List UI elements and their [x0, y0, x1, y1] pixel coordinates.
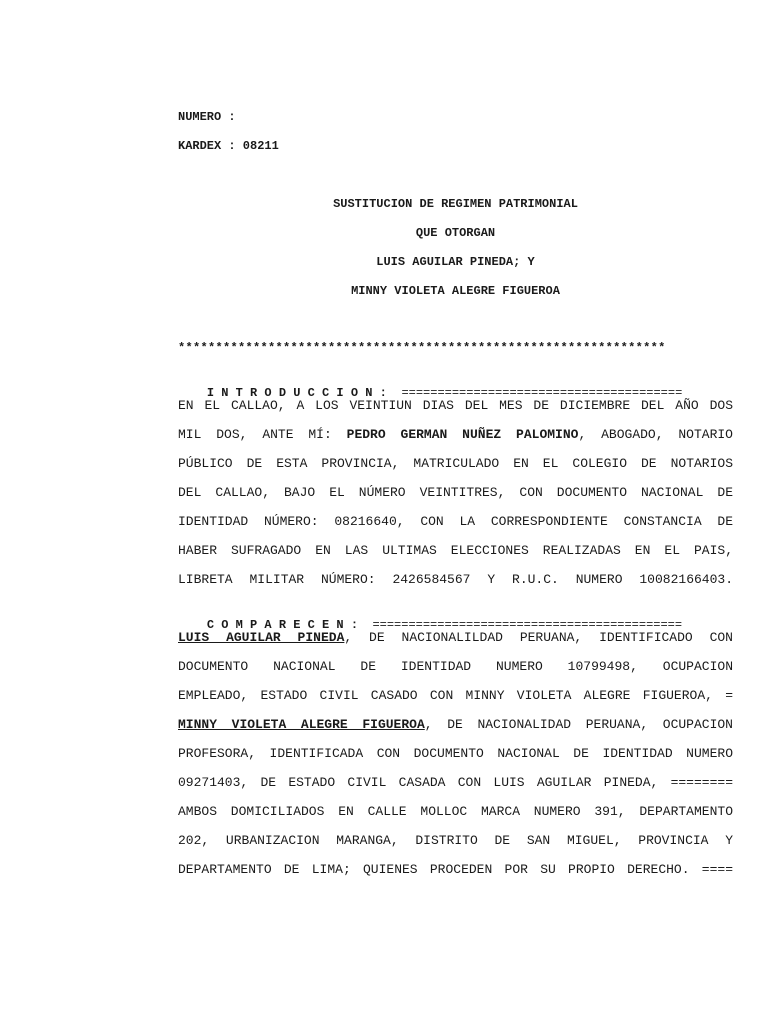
comparecen-fill: =========================================== — [372, 618, 683, 632]
introduccion-fill: ======================================= — [401, 386, 683, 400]
intro-line-3: PÚBLICO DE ESTA PROVINCIA, MATRICULADO EN EL COLEGIO DE NOTARIOS — [178, 456, 733, 471]
party2-line — [178, 717, 733, 733]
party2-name: MINNY VIOLETA ALEGRE FIGUEROA — [178, 717, 425, 732]
party2-rest: , DE NACIONALIDAD PERUANA, OCUPACION — [424, 717, 733, 732]
comparecen-line-8: 202, URBANIZACION MARANGA, DISTRITO DE SAN MIGUEL, PROVINCIA Y — [178, 833, 733, 848]
comparecen-line-7: AMBOS DOMICILIADOS EN CALLE MOLLOC MARCA NUMERO 391, DEPARTAMENTO — [178, 804, 733, 819]
comparecen-line-5: PROFESORA, IDENTIFICADA CON DOCUMENTO NACIONAL DE IDENTIDAD NUMERO — [178, 746, 733, 761]
comparecen-line-2: DOCUMENTO NACIONAL DE IDENTIDAD NUMERO 10799498, OCUPACION — [178, 659, 733, 674]
asterisk-separator: ***************************************************************** — [178, 341, 666, 355]
kardex-label: KARDEX : 08211 — [178, 139, 279, 153]
introduccion-heading: INTRODUCCION: — [206, 386, 395, 400]
numero-label: NUMERO : — [178, 110, 236, 124]
party1-line — [178, 630, 733, 646]
title-line-1: SUSTITUCION DE REGIMEN PATRIMONIAL — [333, 197, 578, 211]
party1-name: LUIS AGUILAR PINEDA — [178, 630, 345, 645]
intro-line-7: LIBRETA MILITAR NÚMERO: 2426584567 Y R.U.C. NUMERO 10082166403. — [178, 572, 733, 587]
notary-name: PEDRO GERMAN NUÑEZ PALOMINO — [346, 427, 579, 442]
intro-line-2-prefix: MIL DOS, ANTE MÍ: — [178, 427, 332, 442]
title-line-3: LUIS AGUILAR PINEDA; Y — [376, 255, 535, 269]
title-line-2: QUE OTORGAN — [415, 226, 496, 240]
intro-line-6: HABER SUFRAGADO EN LAS ULTIMAS ELECCIONES REALIZADAS EN EL PAIS, — [178, 543, 733, 558]
party1-rest: , DE NACIONALILDAD PERUANA, IDENTIFICADO CON — [344, 630, 733, 645]
comparecen-line-9: DEPARTAMENTO DE LIMA; QUIENES PROCEDEN POR SU PROPIO DERECHO. ==== — [178, 862, 733, 877]
intro-line-2 — [178, 427, 733, 443]
intro-line-4: DEL CALLAO, BAJO EL NÚMERO VEINTITRES, CON DOCUMENTO NACIONAL DE — [178, 485, 733, 500]
comparecen-line-6: 09271403, DE ESTADO CIVIL CASADA CON LUIS AGUILAR PINEDA, ======== — [178, 775, 733, 790]
title-line-4: MINNY VIOLETA ALEGRE FIGUEROA — [351, 284, 560, 298]
intro-line-2-suffix: , ABOGADO, NOTARIO — [578, 427, 733, 442]
intro-line-5: IDENTIDAD NÚMERO: 08216640, CON LA CORRESPONDIENTE CONSTANCIA DE — [178, 514, 733, 529]
intro-line-1: EN EL CALLAO, A LOS VEINTIUN DIAS DEL MES DE DICIEMBRE DEL AÑO DOS — [178, 398, 733, 413]
comparecen-line-3: EMPLEADO, ESTADO CIVIL CASADO CON MINNY VIOLETA ALEGRE FIGUEROA, = — [178, 688, 733, 703]
comparecen-heading: COMPARECEN: — [206, 618, 366, 632]
